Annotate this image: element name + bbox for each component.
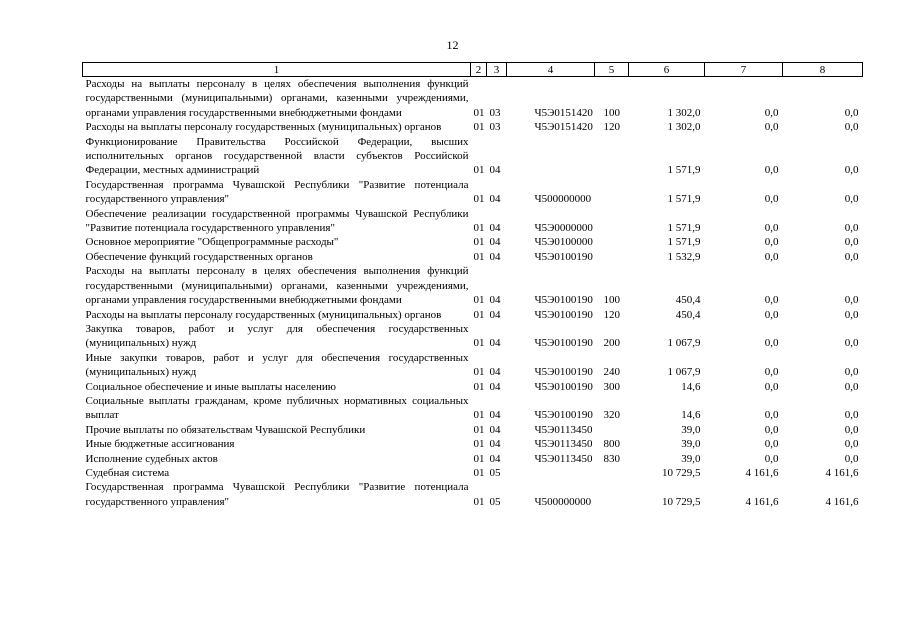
col-header-6: 6 — [629, 63, 705, 77]
cell-amount-1: 39,0 — [681, 438, 701, 451]
cell-amount-3: 0,0 — [844, 308, 859, 321]
cell-section: 01 — [473, 121, 485, 134]
cell-section: 01 — [473, 452, 485, 465]
cell-target-code: Ч5Э0100190 — [534, 308, 593, 321]
cell-subsection: 04 — [489, 236, 501, 249]
table-row — [83, 452, 863, 466]
cell-subsection: 04 — [489, 438, 501, 451]
cell-subsection: 04 — [489, 423, 501, 436]
cell-target-code: Ч5Э0000000 — [534, 222, 593, 235]
cell-amount-3: 0,0 — [844, 121, 859, 134]
cell-target-code: Ч5Э0100190 — [534, 366, 593, 379]
cell-amount-1: 39,0 — [681, 452, 701, 465]
table-row — [83, 308, 863, 322]
cell-expense-type: 300 — [603, 380, 620, 393]
cell-amount-2: 0,0 — [764, 164, 779, 177]
cell-subsection: 04 — [489, 308, 501, 321]
cell-target-code: Ч500000000 — [534, 193, 592, 206]
cell-subsection: 04 — [489, 409, 501, 422]
cell-target-code: Ч5Э0100190 — [534, 380, 593, 393]
cell-amount-1: 1 571,9 — [667, 193, 701, 206]
cell-expense-type: 200 — [603, 337, 620, 350]
cell-amount-2: 0,0 — [764, 294, 779, 307]
cell-section: 01 — [473, 409, 485, 422]
cell-target-code: Ч500000000 — [534, 495, 592, 508]
cell-section: 01 — [473, 380, 485, 393]
cell-name: Расходы на выплаты персоналу в целях обеспечения выполнения функций государственными (муниципальными) органами, казенными учреждениями, органами управления государственными внебюджетными фондами — [85, 78, 469, 119]
cell-name: Государственная программа Чувашской Республики "Развитие потенциала государственного управления" — [85, 481, 469, 508]
table-row — [83, 235, 863, 249]
cell-target-code: Ч5Э0151420 — [534, 106, 593, 119]
cell-subsection: 04 — [489, 164, 501, 177]
cell-section: 01 — [473, 164, 485, 177]
cell-name: Исполнение судебных актов — [85, 452, 218, 465]
cell-amount-1: 10 729,5 — [662, 495, 701, 508]
cell-target-code: Ч5Э0151420 — [534, 121, 593, 134]
cell-subsection: 04 — [489, 380, 501, 393]
col-header-3: 3 — [487, 63, 507, 77]
cell-amount-1: 14,6 — [681, 409, 701, 422]
header-row — [83, 63, 863, 77]
cell-amount-2: 0,0 — [764, 438, 779, 451]
cell-target-code: Ч5Э0100190 — [534, 337, 593, 350]
cell-amount-1: 450,4 — [675, 308, 701, 321]
cell-name: Обеспечение реализации государственной программы Чувашской Республики "Развитие потенциала государственного управления" — [85, 207, 469, 235]
cell-subsection: 03 — [489, 121, 501, 134]
col-header-4: 4 — [507, 63, 595, 77]
cell-target-code: Ч5Э0100190 — [534, 294, 593, 307]
cell-amount-2: 0,0 — [764, 250, 779, 263]
table-row — [83, 437, 863, 451]
cell-amount-1: 10 729,5 — [662, 466, 701, 479]
cell-name: Закупка товаров, работ и услуг для обеспечения государственных (муниципальных) нужд — [85, 322, 469, 350]
cell-expense-type: 830 — [603, 452, 620, 465]
table-row — [83, 250, 863, 264]
table-row — [83, 480, 863, 509]
cell-subsection: 04 — [489, 222, 501, 235]
cell-expense-type — [595, 178, 629, 207]
cell-name: Расходы на выплаты персоналу государственных (муниципальных) органов — [85, 308, 442, 321]
table-row — [83, 178, 863, 207]
cell-amount-2: 4 161,6 — [745, 495, 779, 508]
cell-amount-2: 4 161,6 — [745, 466, 779, 479]
cell-section: 01 — [473, 466, 485, 479]
cell-expense-type: 100 — [603, 106, 620, 119]
cell-section: 01 — [473, 106, 485, 119]
cell-name: Социальное обеспечение и иные выплаты населению — [85, 380, 337, 393]
table-row — [83, 77, 863, 121]
cell-name: Функционирование Правительства Российской Федерации, высших исполнительных органов государственной власти субъектов Российской Федерации, местных администраций — [85, 135, 469, 177]
cell-expense-type — [595, 135, 629, 178]
cell-target-code: Ч5Э0113450 — [534, 423, 593, 436]
cell-target-code: Ч5Э0100190 — [534, 409, 593, 422]
cell-amount-3: 0,0 — [844, 366, 859, 379]
cell-section: 01 — [473, 366, 485, 379]
cell-amount-1: 1 571,9 — [667, 164, 701, 177]
cell-expense-type — [595, 466, 629, 480]
cell-name: Расходы на выплаты персоналу государственных (муниципальных) органов — [85, 121, 442, 134]
table-row — [83, 207, 863, 236]
cell-amount-2: 0,0 — [764, 452, 779, 465]
cell-expense-type: 120 — [603, 308, 620, 321]
cell-amount-3: 0,0 — [844, 380, 859, 393]
cell-section: 01 — [473, 308, 485, 321]
cell-section: 01 — [473, 423, 485, 436]
table-row — [83, 394, 863, 423]
table-row — [83, 466, 863, 480]
cell-expense-type — [595, 235, 629, 249]
cell-expense-type: 320 — [603, 409, 620, 422]
cell-amount-3: 0,0 — [844, 452, 859, 465]
cell-name: Судебная система — [85, 466, 170, 479]
cell-name: Расходы на выплаты персоналу в целях обеспечения выполнения функций государственными (муниципальными) органами, казенными учреждениями, органами управления государственными внебюджетными фондами — [85, 265, 469, 307]
cell-subsection: 04 — [489, 294, 501, 307]
cell-subsection: 04 — [489, 193, 501, 206]
table-row — [83, 423, 863, 437]
cell-expense-type: 120 — [603, 121, 620, 134]
cell-name: Обеспечение функций государственных органов — [85, 250, 313, 263]
cell-section: 01 — [473, 438, 485, 451]
cell-amount-2: 0,0 — [764, 366, 779, 379]
cell-expense-type — [595, 207, 629, 236]
cell-amount-1: 450,4 — [675, 294, 701, 307]
cell-name: Иные бюджетные ассигнования — [85, 438, 235, 451]
cell-amount-3: 0,0 — [844, 337, 859, 350]
cell-amount-1: 1 067,9 — [667, 366, 701, 379]
cell-expense-type — [595, 250, 629, 264]
cell-name: Иные закупки товаров, работ и услуг для обеспечения государственных (муниципальных) нужд — [85, 351, 469, 379]
col-header-8: 8 — [783, 63, 863, 77]
cell-amount-2: 0,0 — [764, 423, 779, 436]
col-header-1: 1 — [83, 63, 471, 77]
cell-amount-1: 14,6 — [681, 380, 701, 393]
cell-amount-2: 0,0 — [764, 409, 779, 422]
cell-amount-3: 4 161,6 — [825, 495, 859, 508]
table-row — [83, 322, 863, 351]
cell-section: 01 — [473, 294, 485, 307]
cell-amount-3: 0,0 — [844, 250, 859, 263]
cell-amount-1: 1 571,9 — [667, 236, 701, 249]
cell-subsection: 04 — [489, 452, 501, 465]
cell-target-code: Ч5Э0113450 — [534, 452, 593, 465]
cell-amount-2: 0,0 — [764, 106, 779, 119]
cell-name: Прочие выплаты по обязательствам Чувашской Республики — [85, 423, 366, 436]
cell-expense-type — [595, 423, 629, 437]
cell-amount-3: 0,0 — [844, 193, 859, 206]
cell-expense-type: 100 — [603, 294, 620, 307]
cell-amount-3: 0,0 — [844, 222, 859, 235]
cell-subsection: 03 — [489, 106, 501, 119]
cell-target-code — [507, 466, 595, 480]
cell-expense-type — [595, 480, 629, 509]
cell-target-code: Ч5Э0113450 — [534, 438, 593, 451]
cell-expense-type: 240 — [603, 366, 620, 379]
cell-amount-2: 0,0 — [764, 121, 779, 134]
cell-target-code: Ч5Э0100000 — [534, 236, 593, 249]
cell-amount-1: 1 302,0 — [667, 121, 701, 134]
cell-amount-3: 0,0 — [844, 106, 859, 119]
cell-section: 01 — [473, 495, 485, 508]
cell-amount-1: 39,0 — [681, 423, 701, 436]
cell-expense-type: 800 — [603, 438, 620, 451]
table-row — [83, 120, 863, 134]
cell-amount-2: 0,0 — [764, 236, 779, 249]
cell-amount-2: 0,0 — [764, 380, 779, 393]
table-row — [83, 135, 863, 178]
cell-amount-3: 0,0 — [844, 423, 859, 436]
cell-amount-3: 0,0 — [844, 236, 859, 249]
cell-section: 01 — [473, 222, 485, 235]
cell-name: Государственная программа Чувашской Республики "Развитие потенциала государственного управления" — [85, 178, 469, 206]
cell-amount-2: 0,0 — [764, 337, 779, 350]
cell-name: Социальные выплаты гражданам, кроме публичных нормативных социальных выплат — [85, 394, 469, 422]
cell-amount-3: 0,0 — [844, 409, 859, 422]
cell-subsection: 04 — [489, 337, 501, 350]
cell-section: 01 — [473, 236, 485, 249]
cell-subsection: 05 — [489, 466, 501, 479]
cell-amount-3: 0,0 — [844, 438, 859, 451]
budget-table — [82, 62, 863, 509]
col-header-2: 2 — [471, 63, 487, 77]
cell-amount-2: 0,0 — [764, 193, 779, 206]
cell-subsection: 04 — [489, 250, 501, 263]
cell-amount-1: 1 067,9 — [667, 337, 701, 350]
cell-section: 01 — [473, 250, 485, 263]
cell-section: 01 — [473, 193, 485, 206]
table-row — [83, 380, 863, 394]
cell-amount-1: 1 302,0 — [667, 106, 701, 119]
cell-subsection: 05 — [489, 495, 501, 508]
cell-amount-1: 1 532,9 — [667, 250, 701, 263]
cell-amount-3: 0,0 — [844, 294, 859, 307]
cell-amount-2: 0,0 — [764, 308, 779, 321]
cell-amount-1: 1 571,9 — [667, 222, 701, 235]
cell-name: Основное мероприятие "Общепрограммные расходы" — [85, 236, 339, 249]
cell-amount-2: 0,0 — [764, 222, 779, 235]
cell-subsection: 04 — [489, 366, 501, 379]
cell-target-code: Ч5Э0100190 — [534, 250, 593, 263]
cell-target-code — [507, 135, 595, 178]
col-header-7: 7 — [705, 63, 783, 77]
cell-amount-3: 4 161,6 — [825, 466, 859, 479]
col-header-5: 5 — [595, 63, 629, 77]
table-row — [83, 351, 863, 380]
cell-amount-3: 0,0 — [844, 164, 859, 177]
cell-section: 01 — [473, 337, 485, 350]
table-row — [83, 264, 863, 307]
page-number: 12 — [446, 38, 459, 52]
